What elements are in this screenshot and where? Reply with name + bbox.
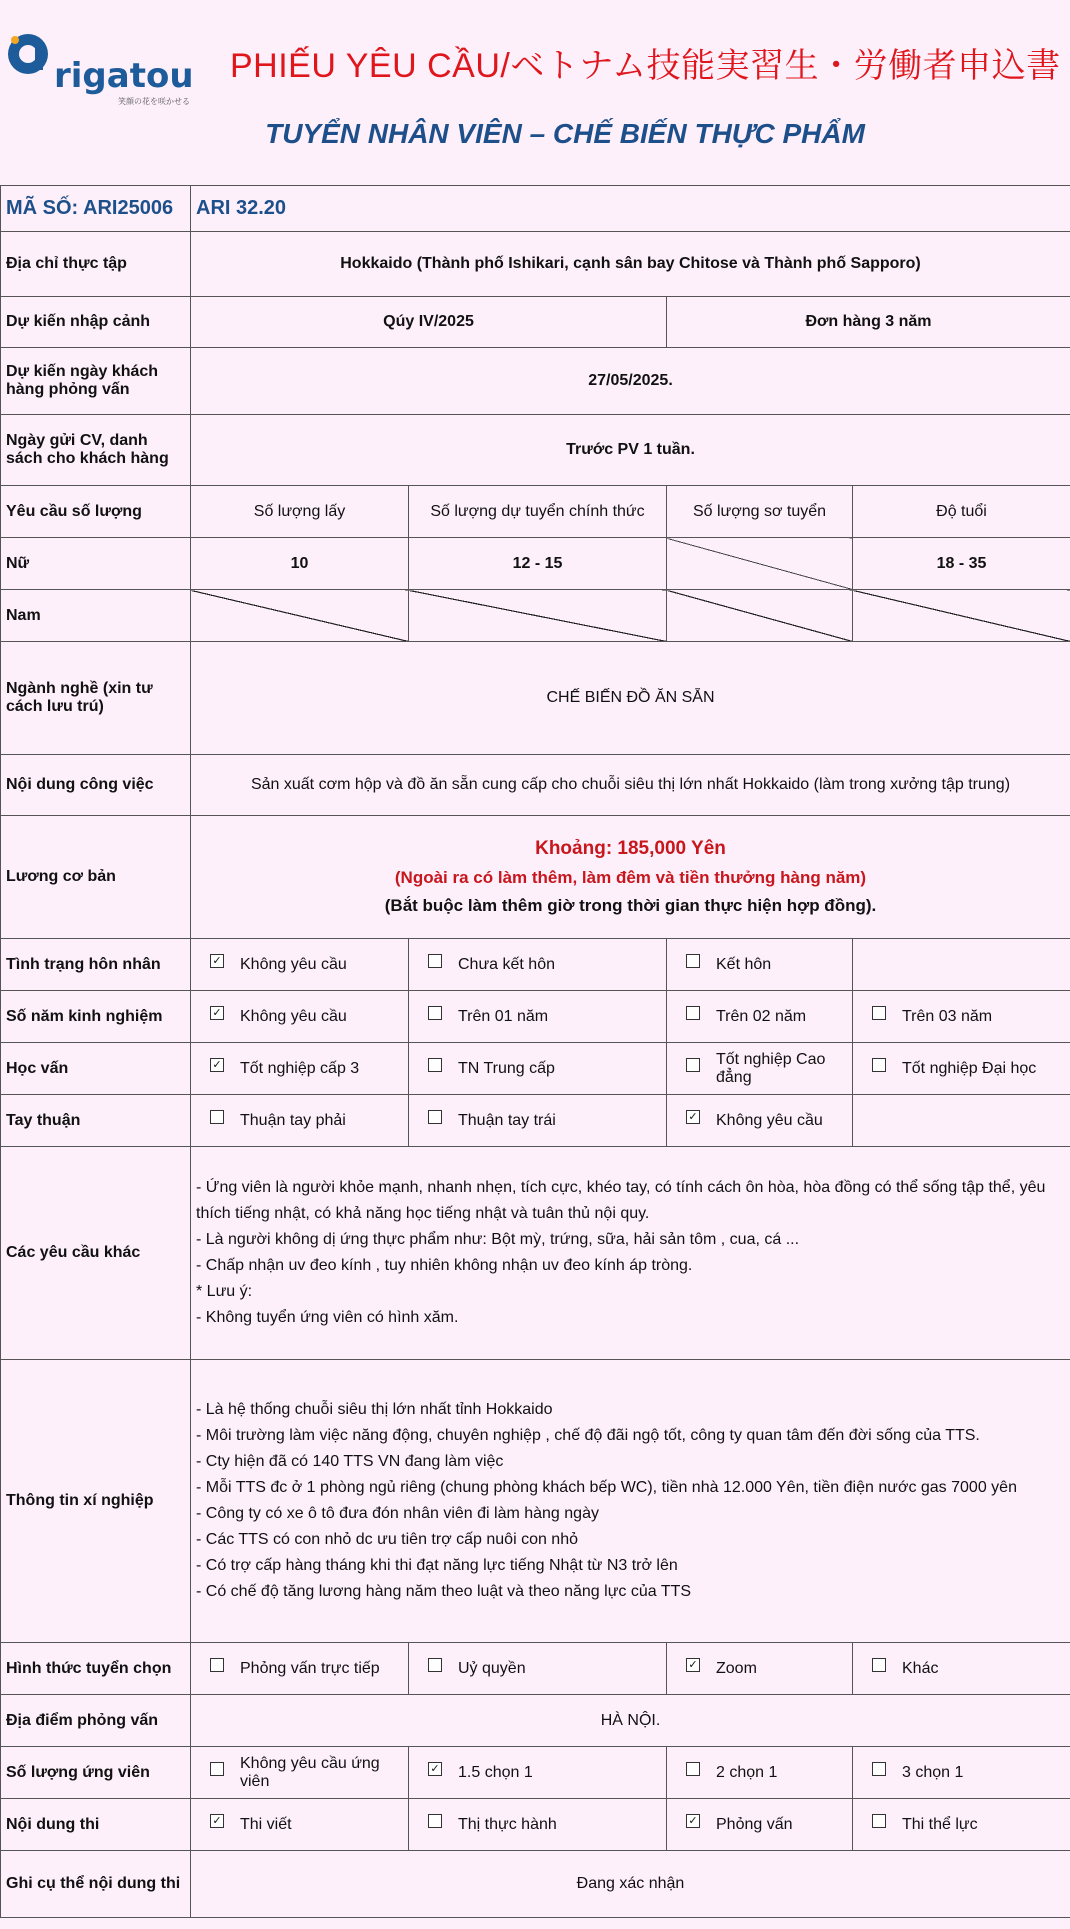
company-line: - Có chế độ tăng lương hàng năm theo luật và theo năng lực của TTS <box>196 1583 692 1600</box>
checkbox-label: Chưa kết hôn <box>458 955 555 973</box>
selection-row <box>1 1643 1070 1695</box>
checkbox[interactable]: ✓ <box>210 1814 224 1828</box>
handed-label: Tay thuận <box>1 1095 191 1147</box>
location-value: HÀ NỘI. <box>191 1695 1070 1747</box>
female-age: 18 - 35 <box>853 538 1070 590</box>
cv-date-value: Trước PV 1 tuần. <box>191 415 1070 486</box>
education-row <box>1 1043 1070 1095</box>
checkbox[interactable] <box>210 1658 224 1672</box>
form-title: PHIẾU YÊU CẦU/ベトナム技能実習生・労働者申込書 <box>230 47 1061 85</box>
quantity-header-row <box>1 486 1070 538</box>
checkbox[interactable] <box>872 1058 886 1072</box>
checkbox-label: 1.5 chọn 1 <box>458 1763 533 1781</box>
address-row <box>1 232 1070 297</box>
requirement-line: - Không tuyển ứng viên có hình xăm. <box>196 1309 459 1326</box>
requirement-line: - Ứng viên là người khỏe mạnh, nhanh nhẹn, tích cực, khéo tay, có tính cách ôn hòa, hòa đồng có thể sống tập thể, yêu thích tiếng nhật, có khả năng học tiếng nhật và tuân thủ nội quy. <box>196 1179 1046 1222</box>
candidates-label: Số lượng ứng viên <box>1 1747 191 1799</box>
quantity-header: Số lượng dự tuyển chính thức <box>409 486 667 538</box>
checkbox-label: Tốt nghiệp Cao đẳng <box>716 1050 826 1086</box>
code-row <box>1 186 1070 232</box>
entry-label: Dự kiến nhập cảnh <box>1 297 191 348</box>
male-label: Nam <box>1 590 191 642</box>
checkbox[interactable] <box>428 1814 442 1828</box>
checkbox-label: 3 chọn 1 <box>902 1763 964 1781</box>
occupation-label: Ngành nghề (xin tư cách lưu trú) <box>1 642 191 755</box>
checkbox[interactable]: ✓ <box>686 1814 700 1828</box>
female-prelim-blank <box>667 538 853 590</box>
other-requirements-row <box>1 1147 1070 1360</box>
checkbox[interactable]: ✓ <box>428 1762 442 1776</box>
empty-cell <box>853 1095 1070 1147</box>
checkbox[interactable] <box>686 954 700 968</box>
female-quantity: 10 <box>191 538 409 590</box>
entry-contract: Đơn hàng 3 năm <box>667 297 1070 348</box>
exam-note-row <box>1 1851 1070 1918</box>
company-line: - Cty hiện đã có 140 TTS VN đang làm việc <box>196 1453 504 1470</box>
salary-extra: (Ngoài ra có làm thêm, làm đêm và tiền thưởng hàng năm) <box>394 868 867 887</box>
quantity-header: Số lượng lấy <box>191 486 409 538</box>
interview-date-label: Dự kiến ngày khách hàng phỏng vấn <box>1 348 191 415</box>
salary-row <box>1 816 1070 939</box>
company-line: - Môi trường làm việc năng động, chuyên nghiệp , chế độ đãi ngộ tốt, công ty quan tâm đến đời sống của TTS. <box>196 1427 980 1444</box>
requirement-line: * Lưu ý: <box>196 1283 253 1300</box>
checkbox[interactable] <box>428 1058 442 1072</box>
company-line: - Công ty có xe ô tô đưa đón nhân viên đi làm hàng ngày <box>196 1505 599 1522</box>
checkbox[interactable] <box>686 1762 700 1776</box>
marital-label: Tình trạng hôn nhân <box>1 939 191 991</box>
checkbox[interactable] <box>686 1058 700 1072</box>
page-header <box>0 0 1070 185</box>
male-blank <box>409 590 667 642</box>
job-row <box>1 755 1070 816</box>
salary-label: Lương cơ bản <box>1 816 191 939</box>
cv-date-row <box>1 415 1070 486</box>
empty-cell <box>853 939 1070 991</box>
quantity-header: Số lượng sơ tuyển <box>667 486 853 538</box>
checkbox-label: Không yêu cầu <box>240 1007 347 1025</box>
company-line: - Có trợ cấp hàng tháng khi thi đạt năng lực tiếng Nhật từ N3 trở lên <box>196 1557 678 1574</box>
address-value: Hokkaido (Thành phố Ishikari, cạnh sân bay Chitose và Thành phố Sapporo) <box>191 232 1070 297</box>
education-label: Học vấn <box>1 1043 191 1095</box>
company-line: - Mỗi TTS đc ở 1 phòng ngủ riêng (chung phòng khách bếp WC), tiền nhà 12.000 Yên, tiền điện nước gas 7000 yên <box>196 1479 1017 1496</box>
checkbox-label: Trên 01 năm <box>458 1007 549 1025</box>
marital-row <box>1 939 1070 991</box>
exam-row <box>1 1799 1070 1851</box>
arigatou-logo <box>6 30 206 106</box>
salary-overtime-note: (Bắt buộc làm thêm giờ trong thời gian thực hiện hợp đồng). <box>384 896 877 915</box>
checkbox-label: Kết hôn <box>716 955 772 973</box>
male-row <box>1 590 1070 642</box>
checkbox-label: Không yêu cầu ứng viên <box>240 1754 380 1790</box>
checkbox[interactable] <box>872 1762 886 1776</box>
checkbox-label: Uỷ quyền <box>458 1659 526 1677</box>
job-value: Sản xuất cơm hộp và đồ ăn sẵn cung cấp cho chuỗi siêu thị lớn nhất Hokkaido (làm trong xưởng tập trung) <box>191 755 1070 816</box>
logo-text: rigatou <box>54 56 194 96</box>
checkbox[interactable]: ✓ <box>686 1110 700 1124</box>
checkbox[interactable] <box>210 1762 224 1776</box>
checkbox-label: Không yêu cầu <box>240 955 347 973</box>
checkbox-label: Trên 03 năm <box>902 1007 993 1025</box>
interview-date-row <box>1 348 1070 415</box>
female-label: Nữ <box>1 538 191 590</box>
candidates-row <box>1 1747 1070 1799</box>
checkbox-label: Tốt nghiệp cấp 3 <box>240 1059 360 1077</box>
address-label: Địa chỉ thực tập <box>1 232 191 297</box>
checkbox[interactable]: ✓ <box>210 1006 224 1020</box>
checkbox[interactable] <box>210 1110 224 1124</box>
female-row <box>1 538 1070 590</box>
checkbox[interactable] <box>428 954 442 968</box>
exam-label: Nội dung thi <box>1 1799 191 1851</box>
exam-note-label: Ghi cụ thể nội dung thi <box>1 1851 191 1918</box>
company-info-label: Thông tin xí nghiệp <box>1 1360 191 1643</box>
occupation-row <box>1 642 1070 755</box>
cv-date-label: Ngày gửi CV, danh sách cho khách hàng <box>1 415 191 486</box>
order-code-value: ARI 32.20 <box>191 186 1070 232</box>
interview-date-value: 27/05/2025. <box>191 348 1070 415</box>
checkbox-label: TN Trung cấp <box>458 1059 555 1077</box>
checkbox[interactable] <box>428 1006 442 1020</box>
order-code-label: MÃ SỐ: ARI25006 <box>1 186 191 232</box>
requirement-line: - Là người không dị ứng thực phẩm như: Bột mỳ, trứng, sữa, hải sản tôm , cua, cá ... <box>196 1231 800 1248</box>
checkbox-label: Phỏng vấn trực tiếp <box>240 1659 380 1677</box>
checkbox[interactable] <box>872 1006 886 1020</box>
occupation-value: CHẾ BIẾN ĐỒ ĂN SẴN <box>191 642 1070 755</box>
location-label: Địa điểm phỏng vấn <box>1 1695 191 1747</box>
experience-row <box>1 991 1070 1043</box>
checkbox-label: Phỏng vấn <box>716 1815 793 1833</box>
checkbox-label: Khác <box>902 1659 939 1677</box>
company-line: - Là hệ thống chuỗi siêu thị lớn nhất tỉnh Hokkaido <box>196 1401 553 1418</box>
checkbox[interactable] <box>428 1658 442 1672</box>
other-requirements-label: Các yêu cầu khác <box>1 1147 191 1360</box>
checkbox[interactable] <box>872 1658 886 1672</box>
salary-value <box>191 816 1070 939</box>
requirement-line: - Chấp nhận uv đeo kính , tuy nhiên không nhận uv đeo kính áp tròng. <box>196 1257 693 1274</box>
checkbox-label: Thi thể lực <box>902 1815 978 1833</box>
male-blank <box>667 590 853 642</box>
requirement-table <box>0 185 1070 1918</box>
company-line: - Các TTS có con nhỏ dc ưu tiên trợ cấp nuôi con nhỏ <box>196 1531 578 1548</box>
checkbox-label: Thuận tay trái <box>458 1111 556 1129</box>
male-blank <box>853 590 1070 642</box>
checkbox[interactable]: ✓ <box>210 954 224 968</box>
checkbox-label: Không yêu cầu <box>716 1111 823 1129</box>
handed-row <box>1 1095 1070 1147</box>
checkbox[interactable]: ✓ <box>210 1058 224 1072</box>
entry-row <box>1 297 1070 348</box>
form-subtitle: TUYỂN NHÂN VIÊN – CHẾ BIẾN THỰC PHẨM <box>265 118 865 149</box>
other-requirements-value <box>191 1147 1070 1360</box>
entry-quarter: Qúy IV/2025 <box>191 297 667 348</box>
job-label: Nội dung công việc <box>1 755 191 816</box>
quantity-header: Độ tuổi <box>853 486 1070 538</box>
checkbox-label: Zoom <box>716 1659 757 1677</box>
checkbox-label: Thị thực hành <box>458 1815 557 1833</box>
logo-a-icon <box>6 30 56 80</box>
quantity-label: Yêu cầu số lượng <box>1 486 191 538</box>
selection-label: Hình thức tuyển chọn <box>1 1643 191 1695</box>
salary-amount: Khoảng: 185,000 Yên <box>535 838 726 859</box>
female-official: 12 - 15 <box>409 538 667 590</box>
logo-tagline: 笑顔の花を咲かせる <box>118 97 190 106</box>
male-blank <box>191 590 409 642</box>
checkbox[interactable] <box>686 1006 700 1020</box>
checkbox-label: Trên 02 năm <box>716 1007 807 1025</box>
checkbox[interactable] <box>872 1814 886 1828</box>
checkbox-label: Tốt nghiệp Đại học <box>902 1059 1037 1077</box>
checkbox-label: Thuận tay phải <box>240 1111 346 1129</box>
experience-label: Số năm kinh nghiệm <box>1 991 191 1043</box>
company-info-value <box>191 1360 1070 1643</box>
checkbox[interactable]: ✓ <box>686 1658 700 1672</box>
checkbox-label: 2 chọn 1 <box>716 1763 778 1781</box>
location-row <box>1 1695 1070 1747</box>
exam-note-value: Đang xác nhận <box>191 1851 1070 1918</box>
checkbox[interactable] <box>428 1110 442 1124</box>
company-info-row <box>1 1360 1070 1643</box>
checkbox-label: Thi viết <box>240 1815 292 1833</box>
